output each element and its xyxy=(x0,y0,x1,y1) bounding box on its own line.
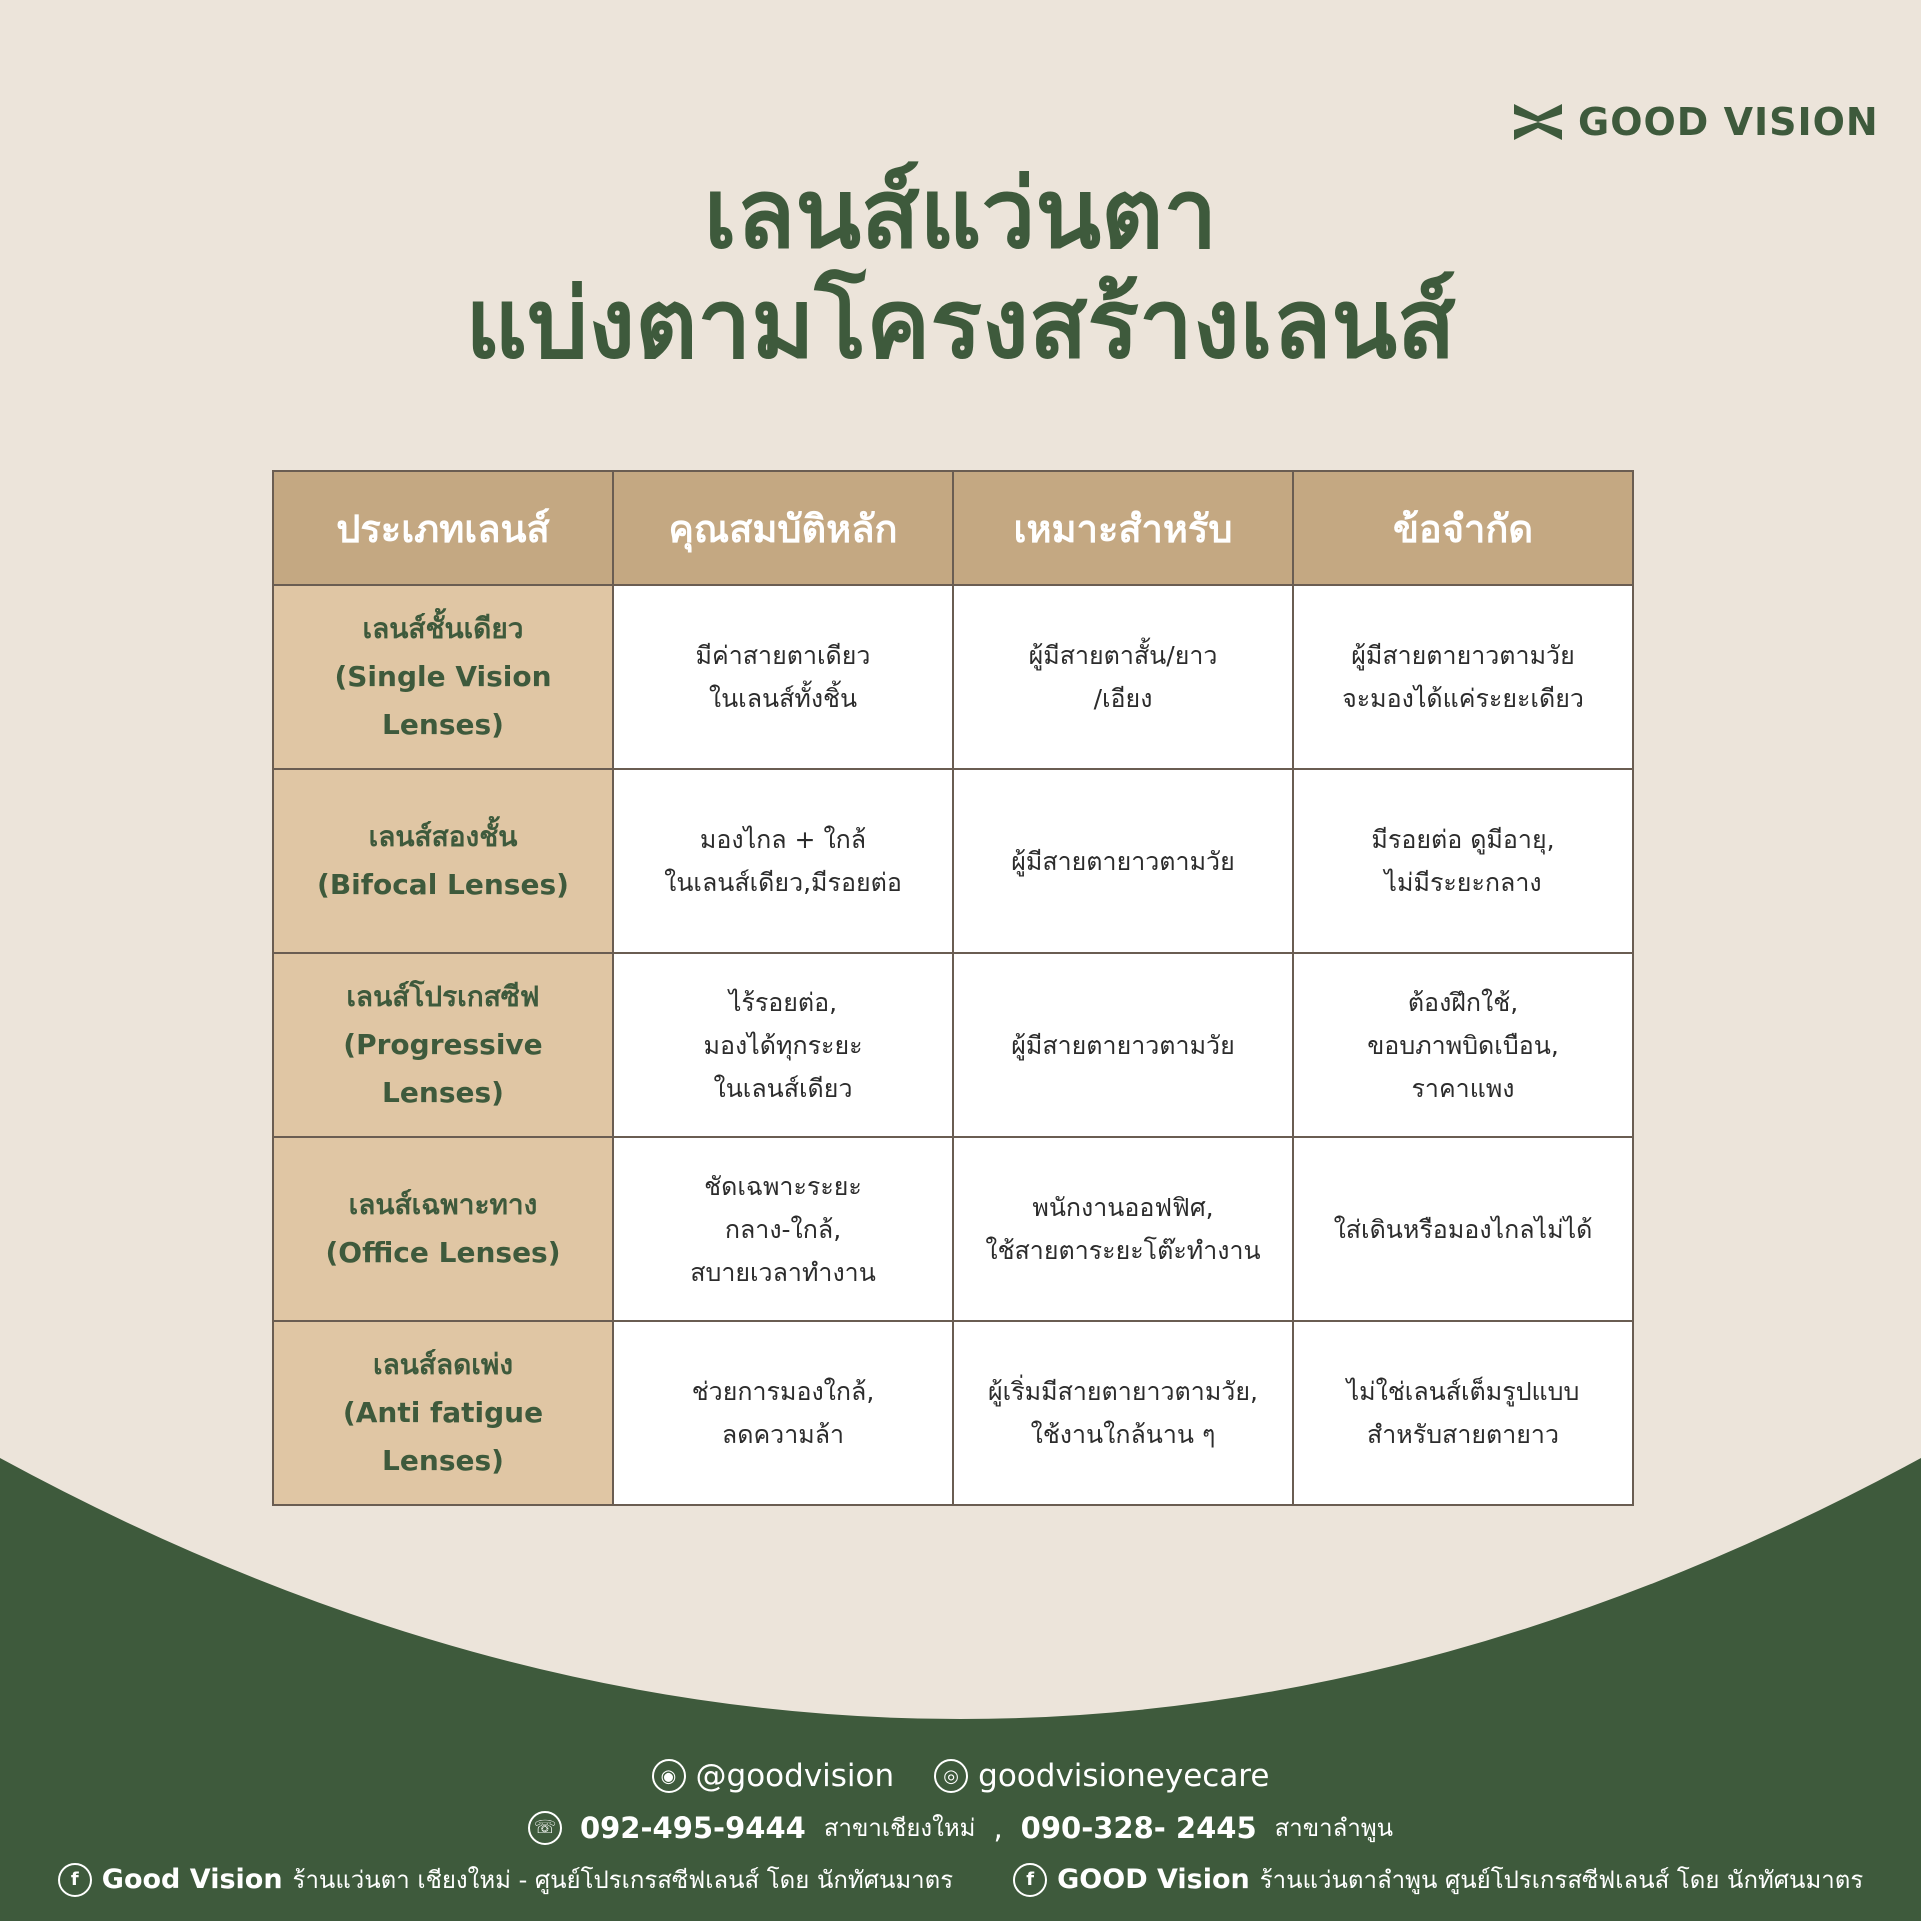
cell-line: /เอียง xyxy=(1093,684,1153,713)
lens-type-thai: เลนส์เฉพาะทาง xyxy=(348,1188,538,1221)
feature-cell xyxy=(613,769,953,953)
limit-cell xyxy=(1293,769,1633,953)
cell-line: ไม่มีระยะกลาง xyxy=(1384,868,1542,897)
cell-line: มองไกล + ใกล้ xyxy=(699,825,867,854)
facebook-desc: ร้านแว่นตาลำพูน ศูนย์โปรเกรสซีฟเลนส์ โดย นักทัศนมาตร xyxy=(1259,1866,1864,1894)
cell-line: พนักงานออฟฟิศ, xyxy=(1032,1193,1214,1222)
feature-cell xyxy=(613,1137,953,1321)
cell-line: ในเลนส์เดียว xyxy=(713,1073,853,1103)
cell-line: ผู้มีสายตายาวตามวัย xyxy=(1011,846,1235,876)
suitable-cell xyxy=(953,1137,1293,1321)
table-row xyxy=(273,953,1633,1137)
facebook-icon: f xyxy=(1013,1863,1047,1897)
facebook-page-chiangmai[interactable] xyxy=(58,1860,953,1899)
line-contact[interactable] xyxy=(652,1758,895,1794)
cell-line: ผู้มีสายตาสั้น/ยาว xyxy=(1028,641,1218,670)
instagram-icon: ◎ xyxy=(934,1759,968,1793)
lens-type-english: (Bifocal Lenses) xyxy=(317,868,569,901)
cell-line: ในเลนส์เดียว,มีรอยต่อ xyxy=(664,868,902,897)
cell-line: ต้องฝึกใช้, xyxy=(1407,987,1519,1017)
cell-line: ขอบภาพบิดเบือน, xyxy=(1367,1030,1559,1060)
lens-type-thai: เลนส์ชั้นเดียว xyxy=(362,612,524,645)
facebook-icon: f xyxy=(58,1863,92,1897)
lens-type-english: (Progressive Lenses) xyxy=(343,1028,543,1109)
header-suitable-for: เหมาะสำหรับ xyxy=(953,471,1293,585)
limit-cell xyxy=(1293,1321,1633,1505)
lens-type-english: (Single Vision Lenses) xyxy=(334,660,552,741)
facebook-name: Good Vision xyxy=(101,1864,283,1895)
phone-separator: , xyxy=(993,1810,1003,1845)
cell-line: มีรอยต่อ ดูมีอายุ, xyxy=(1371,825,1555,854)
lens-type-cell xyxy=(273,953,613,1137)
limit-cell xyxy=(1293,1137,1633,1321)
cell-line: ผู้เริ่มมีสายตายาวตามวัย, xyxy=(988,1377,1258,1406)
facebook-name: GOOD Vision xyxy=(1057,1864,1250,1895)
cell-line: สำหรับสายตายาว xyxy=(1366,1420,1560,1449)
page-title-line1: เลนส์แว่นตา xyxy=(703,158,1218,270)
table-row xyxy=(273,585,1633,769)
line-id-text: @goodvision xyxy=(695,1758,895,1794)
table-row xyxy=(273,1321,1633,1505)
logo-mark-icon xyxy=(1512,102,1564,142)
cell-line: ในเลนส์ทั้งชิ้น xyxy=(708,684,858,713)
header-limitations: ข้อจำกัด xyxy=(1293,471,1633,585)
cell-line: ลดความล้า xyxy=(721,1420,845,1449)
branch-lamphun: สาขาลำพูน xyxy=(1274,1814,1394,1842)
cell-line: ใส่เดินหรือมองไกลไม่ได้ xyxy=(1333,1214,1593,1244)
lens-type-cell xyxy=(273,1137,613,1321)
limit-cell xyxy=(1293,585,1633,769)
cell-line: มีค่าสายตาเดียว xyxy=(695,641,871,670)
instagram-contact[interactable] xyxy=(934,1758,1269,1794)
suitable-cell xyxy=(953,953,1293,1137)
cell-line: ราคาแพง xyxy=(1411,1073,1515,1103)
footer-social-row xyxy=(0,1758,1921,1794)
table-row xyxy=(273,1137,1633,1321)
header-main-feature: คุณสมบัติหลัก xyxy=(613,471,953,585)
cell-line: ไม่ใช่เลนส์เต็มรูปแบบ xyxy=(1346,1377,1580,1406)
suitable-cell xyxy=(953,769,1293,953)
cell-line: มองได้ทุกระยะ xyxy=(703,1030,863,1060)
footer-facebook-row xyxy=(0,1860,1921,1899)
footer-phone-row xyxy=(0,1808,1921,1847)
facebook-desc: ร้านแว่นตา เชียงใหม่ - ศูนย์โปรเกรสซีฟเลนส์ โดย นักทัศนมาตร xyxy=(292,1866,954,1894)
lens-type-thai: เลนส์ลดเพ่ง xyxy=(373,1348,513,1381)
facebook-page-lamphun[interactable] xyxy=(1013,1860,1863,1899)
instagram-handle: goodvisioneyecare xyxy=(978,1758,1270,1794)
header-lens-type: ประเภทเลนส์ xyxy=(273,471,613,585)
line-icon: ◉ xyxy=(652,1759,686,1793)
feature-cell xyxy=(613,585,953,769)
lens-type-thai: เลนส์โปรเกสซีฟ xyxy=(346,980,540,1013)
limit-cell xyxy=(1293,953,1633,1137)
lens-comparison-table xyxy=(272,470,1634,1506)
lens-type-english: (Office Lenses) xyxy=(325,1236,561,1269)
lens-type-cell xyxy=(273,1321,613,1505)
suitable-cell xyxy=(953,1321,1293,1505)
phone-lamphun[interactable]: 090-328- 2445 xyxy=(1020,1810,1257,1845)
logo-text: GOOD VISION xyxy=(1578,100,1879,144)
feature-cell xyxy=(613,953,953,1137)
table-row xyxy=(273,769,1633,953)
brand-logo xyxy=(1512,100,1879,144)
cell-line: สบายเวลาทำงาน xyxy=(690,1257,876,1287)
feature-cell xyxy=(613,1321,953,1505)
lens-type-cell xyxy=(273,769,613,953)
phone-chiangmai[interactable]: 092-495-9444 xyxy=(579,1810,806,1845)
branch-chiangmai: สาขาเชียงใหม่ xyxy=(823,1814,976,1842)
cell-line: ชัดเฉพาะระยะ xyxy=(704,1171,862,1201)
cell-line: จะมองได้แค่ระยะเดียว xyxy=(1342,684,1584,713)
cell-line: ช่วยการมองใกล้, xyxy=(691,1377,875,1406)
suitable-cell xyxy=(953,585,1293,769)
cell-line: ใช้งานใกล้นาน ๆ xyxy=(1030,1420,1216,1449)
table-header-row xyxy=(273,471,1633,585)
lens-type-thai: เลนส์สองชั้น xyxy=(368,820,518,853)
lens-type-english: (Anti fatigue Lenses) xyxy=(342,1396,544,1477)
cell-line: ผู้มีสายตายาวตามวัย xyxy=(1351,641,1575,670)
cell-line: ใช้สายตาระยะโต๊ะทำงาน xyxy=(985,1236,1261,1265)
phone-icon: ☏ xyxy=(528,1811,562,1845)
lens-type-cell xyxy=(273,585,613,769)
cell-line: กลาง-ใกล้, xyxy=(724,1214,842,1244)
cell-line: ผู้มีสายตายาวตามวัย xyxy=(1011,1030,1235,1060)
cell-line: ไร้รอยต่อ, xyxy=(728,987,838,1017)
page-title-line2: แบ่งตามโครงสร้างเลนส์ xyxy=(465,268,1456,380)
